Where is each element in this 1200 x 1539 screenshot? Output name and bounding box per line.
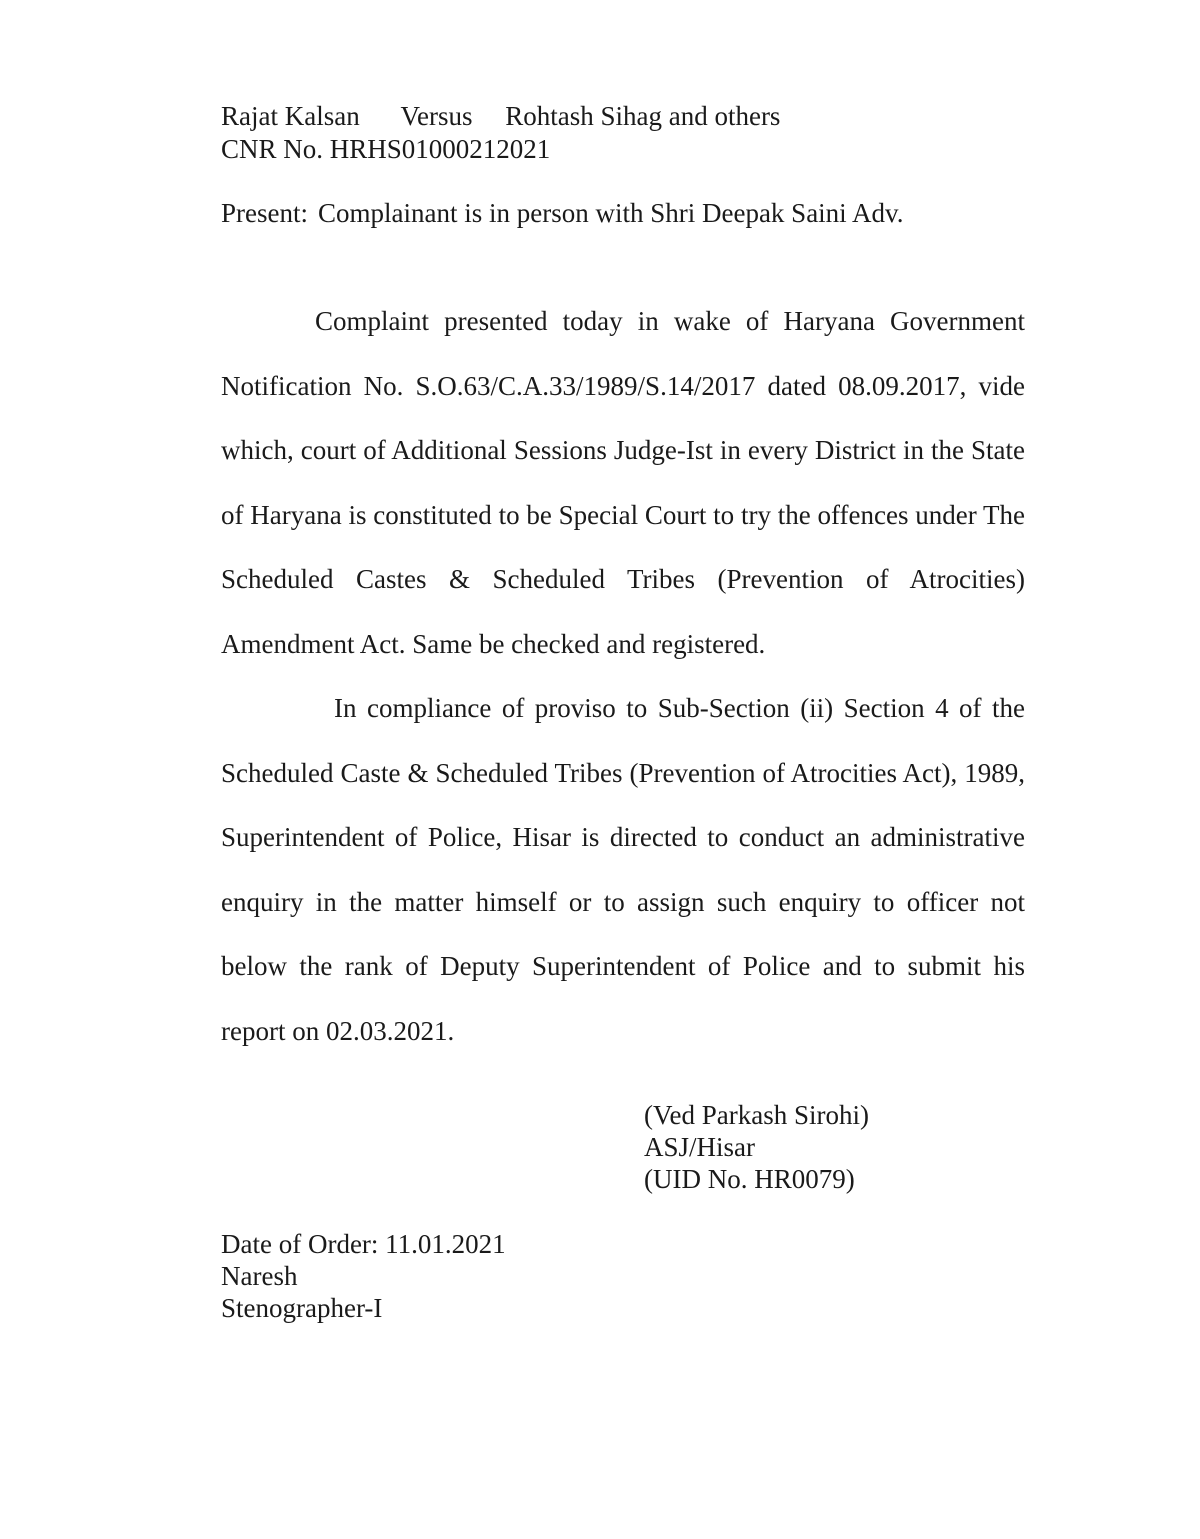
signature-block <box>644 1099 869 1195</box>
cnr-number: CNR No. HRHS01000212021 <box>221 134 551 164</box>
complainant-name: Rajat Kalsan <box>221 101 360 131</box>
judge-name: (Ved Parkash Sirohi) <box>644 1100 869 1130</box>
staff-name: Naresh <box>221 1261 298 1291</box>
case-header <box>221 100 780 166</box>
judge-uid: (UID No. HR0079) <box>644 1164 855 1194</box>
present-label: Present: <box>221 198 308 228</box>
versus-label: Versus <box>400 101 473 131</box>
judge-designation: ASJ/Hisar <box>644 1132 756 1162</box>
date-of-order: Date of Order: 11.01.2021 <box>221 1229 506 1259</box>
order-body <box>221 289 1025 1063</box>
order-paragraph-2: In compliance of proviso to Sub-Section (ii) Section 4 of the Scheduled Caste & Scheduled Tribes (Prevention of Atrocities Act), 1989, Superintendent of Police, Hisar is directed to conduct an administrative enquiry in the matter himself or to assign such enquiry to officer not below the rank of Deputy Superintendent of Police and to submit his report on 02.03.2021. <box>221 693 1025 1046</box>
respondent-name: Rohtash Sihag and others <box>505 101 781 131</box>
order-footer <box>221 1228 506 1324</box>
case-parties <box>221 100 780 133</box>
present-line <box>221 197 903 230</box>
staff-role: Stenographer-I <box>221 1293 383 1323</box>
order-paragraph-1: Complaint presented today in wake of Haryana Government Notification No. S.O.63/C.A.33/1989/S.14/2017 dated 08.09.2017, vide which, court of Additional Sessions Judge-Ist in every District in the State of Haryana is constituted to be Special Court to try the offences under The Scheduled Castes & Scheduled Tribes (Prevention of Atrocities) Amendment Act. Same be checked and registered. <box>221 306 1025 659</box>
present-text: Complainant is in person with Shri Deepak Saini Adv. <box>318 198 904 228</box>
